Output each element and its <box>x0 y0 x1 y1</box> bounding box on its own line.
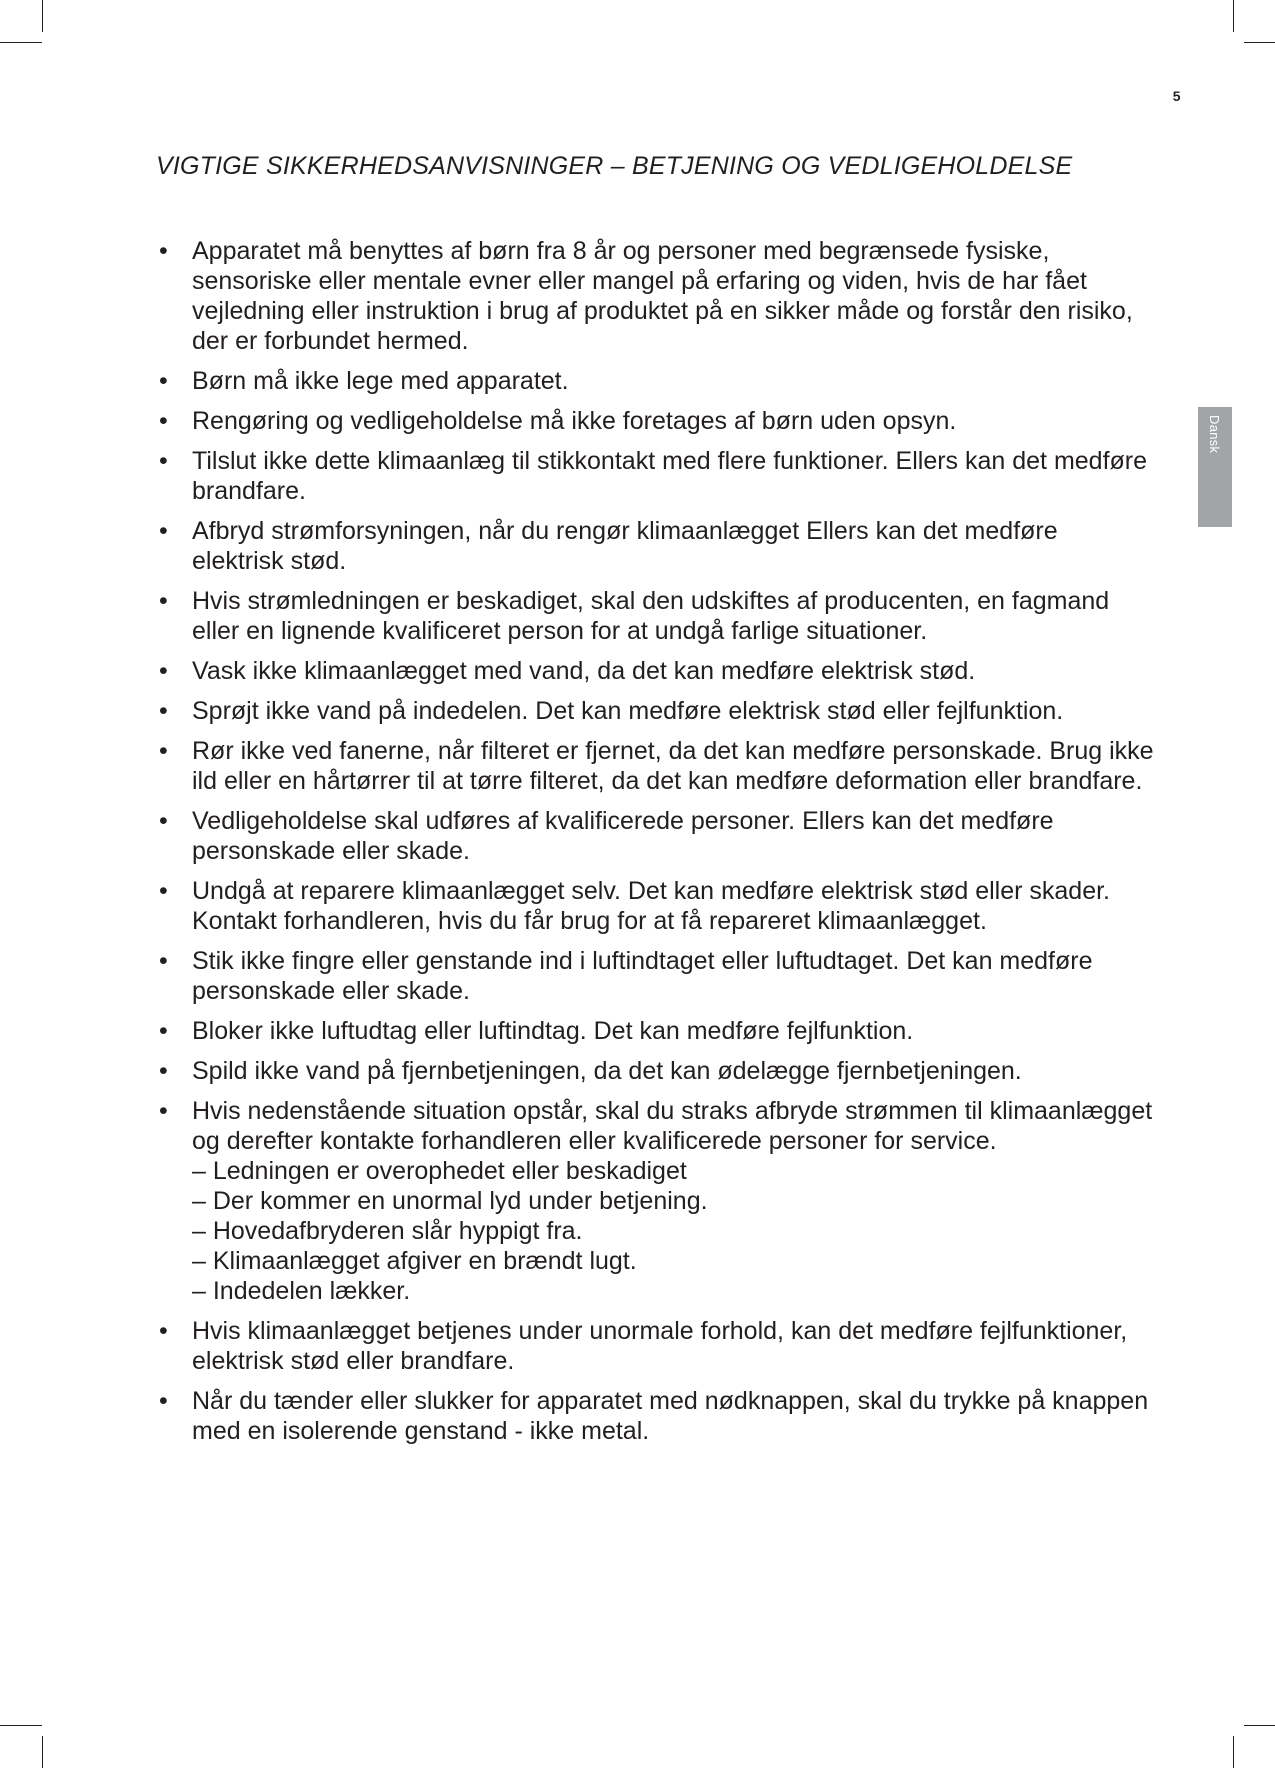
list-item-text: Spild ikke vand på fjernbetjeningen, da det kan ødelægge fjernbetjeningen. <box>192 1057 1022 1085</box>
list-item-text: Rengøring og vedligeholdelse må ikke foretages af børn uden opsyn. <box>192 407 957 435</box>
sub-item: – Indedelen lækker. <box>192 1277 411 1305</box>
list-item <box>156 1386 1156 1446</box>
crop-mark-top-left-vertical <box>42 0 43 32</box>
language-tab-label: Dansk <box>1207 415 1222 454</box>
safety-instructions-list <box>156 236 1156 1456</box>
crop-mark-top-right-vertical <box>1233 0 1234 32</box>
bullet-icon: • <box>159 587 168 615</box>
bullet-icon: • <box>159 517 168 545</box>
bullet-icon: • <box>159 1057 168 1085</box>
crop-mark-top-left-horizontal <box>0 42 42 43</box>
list-item-text: Rør ikke ved fanerne, når filteret er fjernet, da det kan medføre personskade. Brug ikke ild eller en hårtørrer til at tørre filteret, da det kan medføre deformation eller brandfare. <box>192 737 1154 795</box>
list-item <box>156 806 1156 866</box>
list-item-text: Tilslut ikke dette klimaanlæg til stikkontakt med flere funktioner. Ellers kan det medføre brandfare. <box>192 447 1148 505</box>
bullet-icon: • <box>159 237 168 265</box>
list-item-text: Hvis klimaanlægget betjenes under unormale forhold, kan det medføre fejlfunktioner, elektrisk stød eller brandfare. <box>192 1317 1128 1375</box>
sub-item: – Ledningen er overophedet eller beskadiget <box>192 1157 687 1185</box>
list-item <box>156 736 1156 796</box>
bullet-icon: • <box>159 737 168 765</box>
page-number: 5 <box>1172 88 1181 104</box>
list-item-text: Hvis strømledningen er beskadiget, skal den udskiftes af producenten, en fagmand eller en lignende kvalificeret person for at undgå farlige situationer. <box>192 587 1110 645</box>
bullet-icon: • <box>159 1387 168 1415</box>
bullet-icon: • <box>159 407 168 435</box>
language-tab <box>1198 407 1232 527</box>
bullet-icon: • <box>159 447 168 475</box>
list-item <box>156 1316 1156 1376</box>
list-item-text: Vask ikke klimaanlægget med vand, da det kan medføre elektrisk stød. <box>192 657 976 685</box>
list-item-text: Når du tænder eller slukker for apparatet med nødknappen, skal du trykke på knappen med en isolerende genstand - ikke metal. <box>192 1387 1149 1445</box>
page-title: VIGTIGE SIKKERHEDSANVISNINGER – BETJENING OG VEDLIGEHOLDELSE <box>156 152 1073 180</box>
crop-mark-bottom-right-horizontal <box>1244 1725 1275 1726</box>
list-item-text: Undgå at reparere klimaanlægget selv. Det kan medføre elektrisk stød eller skader. Kontakt forhandleren, hvis du får brug for at få repareret klimaanlægget. <box>192 877 1110 935</box>
bullet-icon: • <box>159 877 168 905</box>
list-item <box>156 406 1156 436</box>
bullet-icon: • <box>159 947 168 975</box>
list-item <box>156 946 1156 1006</box>
bullet-icon: • <box>159 1097 168 1125</box>
list-item <box>156 696 1156 726</box>
list-item <box>156 446 1156 506</box>
list-item-text: Bloker ikke luftudtag eller luftindtag. Det kan medføre fejlfunktion. <box>192 1017 914 1045</box>
list-item <box>156 516 1156 576</box>
list-item <box>156 366 1156 396</box>
bullet-icon: • <box>159 657 168 685</box>
list-item <box>156 656 1156 686</box>
list-item-text: Afbryd strømforsyningen, når du rengør klimaanlægget Ellers kan det medføre elektrisk stød. <box>192 517 1058 575</box>
list-item-text: Hvis nedenstående situation opstår, skal du straks afbryde strømmen til klimaanlægget og derefter kontakte forhandleren eller kvalificerede personer for service. <box>192 1097 1153 1155</box>
bullet-icon: • <box>159 367 168 395</box>
list-item <box>156 1096 1156 1306</box>
bullet-icon: • <box>159 1317 168 1345</box>
list-item <box>156 876 1156 936</box>
list-item-text: Sprøjt ikke vand på indedelen. Det kan medføre elektrisk stød eller fejlfunktion. <box>192 697 1064 725</box>
crop-mark-bottom-left-horizontal <box>0 1725 42 1726</box>
sub-item: – Hovedafbryderen slår hyppigt fra. <box>192 1217 583 1245</box>
bullet-icon: • <box>159 1017 168 1045</box>
sub-item: – Klimaanlægget afgiver en brændt lugt. <box>192 1247 637 1275</box>
bullet-icon: • <box>159 697 168 725</box>
bullet-icon: • <box>159 807 168 835</box>
crop-mark-top-right-horizontal <box>1244 42 1275 43</box>
sub-item: – Der kommer en unormal lyd under betjening. <box>192 1187 708 1215</box>
list-item-text: Vedligeholdelse skal udføres af kvalificerede personer. Ellers kan det medføre personskade eller skade. <box>192 807 1054 865</box>
list-item-text: Børn må ikke lege med apparatet. <box>192 367 569 395</box>
list-item-text: Stik ikke fingre eller genstande ind i luftindtaget eller luftudtaget. Det kan medføre personskade eller skade. <box>192 947 1093 1005</box>
list-item-text: Apparatet må benyttes af børn fra 8 år og personer med begrænsede fysiske, sensoriske eller mentale evner eller mangel på erfaring og viden, hvis de har fået vejledning eller instruktion i brug af produktet på en sikker måde og forstår den risiko, der er forbundet hermed. <box>192 237 1133 355</box>
list-item <box>156 1056 1156 1086</box>
crop-mark-bottom-right-vertical <box>1233 1736 1234 1768</box>
list-item <box>156 236 1156 356</box>
crop-mark-bottom-left-vertical <box>42 1736 43 1768</box>
list-item <box>156 1016 1156 1046</box>
list-item <box>156 586 1156 646</box>
